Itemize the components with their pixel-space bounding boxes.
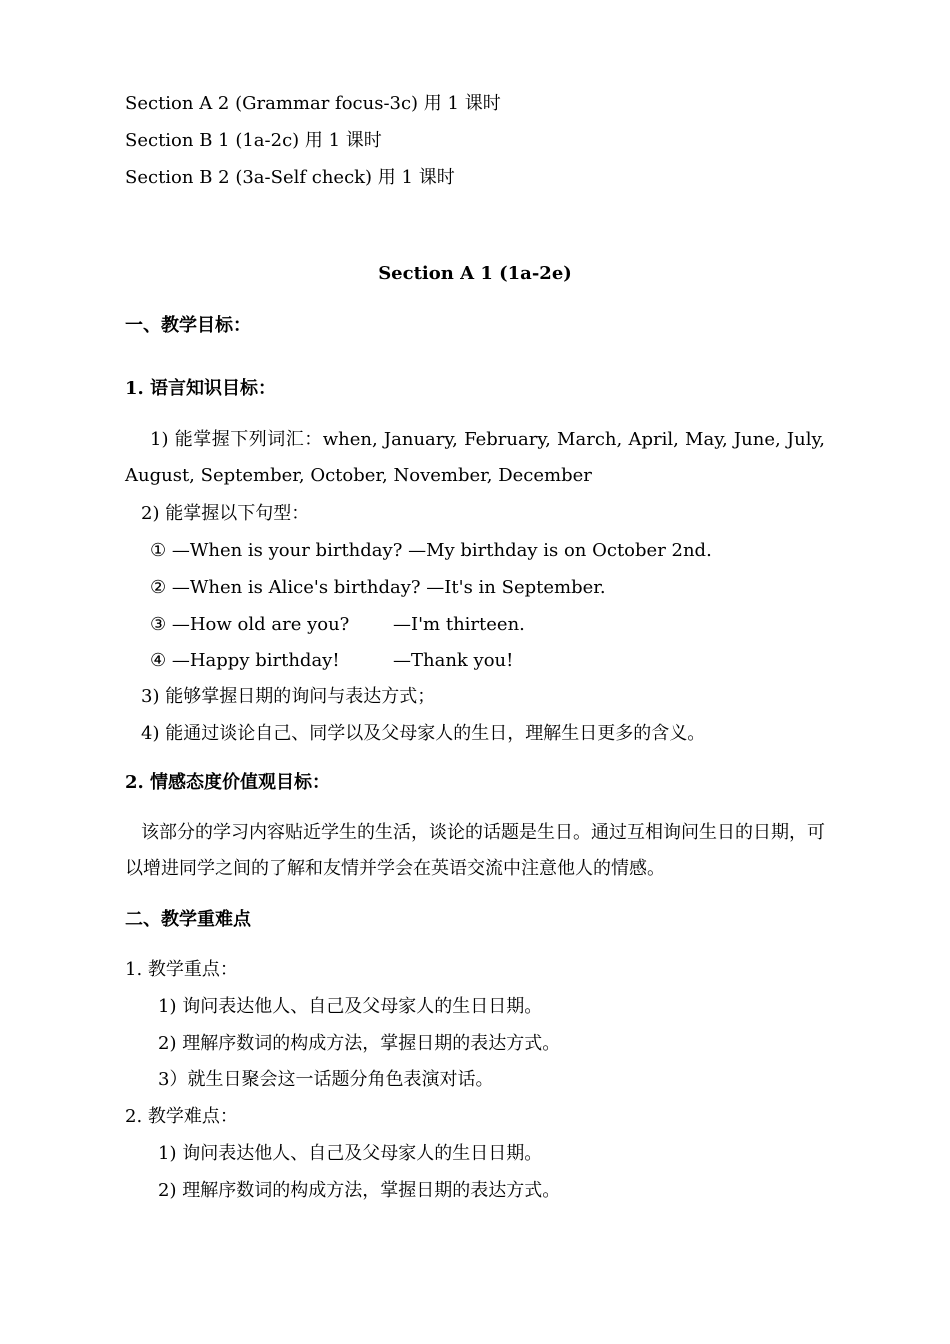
section-title: Section A 1 (1a-2e) bbox=[378, 263, 572, 284]
key-point-2: 2) 理解序数词的构成方法，掌握日期的表达方式。 bbox=[158, 1033, 561, 1054]
dialog-question-4: ④ —Happy birthday! bbox=[150, 650, 340, 671]
objective-item-4: 4) 能通过谈论自己、同学以及父母家人的生日，理解生日更多的含义。 bbox=[141, 723, 706, 744]
heading-key-difficult-points: 二、教学重难点 bbox=[125, 909, 251, 930]
schedule-line-2: Section B 1 (1a-2c) 用 1 课时 bbox=[125, 130, 382, 151]
key-point-1: 1) 询问表达他人、自己及父母家人的生日日期。 bbox=[158, 996, 543, 1017]
dialog-answer-4: —Thank you! bbox=[393, 650, 514, 671]
vocabulary-paragraph: 1) 能掌握下列词汇：when, January, February, March, April, May, June, July, August, September, October, November, December bbox=[125, 429, 825, 486]
objective-item-3: 3) 能够掌握日期的询问与表达方式； bbox=[141, 686, 436, 707]
sentence-pattern-1: ① —When is your birthday? —My birthday is on October 2nd. bbox=[150, 540, 712, 561]
subheading-language-knowledge: 1. 语言知识目标： bbox=[125, 378, 277, 399]
emotion-paragraph: 该部分的学习内容贴近学生的生活，谈论的话题是生日。通过互相询问生日的日期，可以增进同学之间的了解和友情并学会在英语交流中注意他人的情感。 bbox=[125, 822, 825, 879]
key-points-label: 1. 教学重点： bbox=[125, 959, 238, 980]
dialog-question-3: ③ —How old are you? bbox=[150, 614, 350, 635]
schedule-line-3: Section B 2 (3a-Self check) 用 1 课时 bbox=[125, 167, 455, 188]
sentence-pattern-2: ② —When is Alice's birthday? —It's in September. bbox=[150, 577, 606, 598]
sentence-patterns-intro: 2) 能掌握以下句型： bbox=[141, 503, 310, 524]
dialog-answer-3: —I'm thirteen. bbox=[393, 614, 525, 635]
difficult-point-2: 2) 理解序数词的构成方法，掌握日期的表达方式。 bbox=[158, 1180, 561, 1201]
heading-teaching-objectives: 一、教学目标： bbox=[125, 315, 251, 336]
difficult-point-1: 1) 询问表达他人、自己及父母家人的生日日期。 bbox=[158, 1143, 543, 1164]
key-point-3: 3）就生日聚会这一话题分角色表演对话。 bbox=[158, 1069, 494, 1090]
difficult-points-label: 2. 教学难点： bbox=[125, 1106, 238, 1127]
schedule-line-1: Section A 2 (Grammar focus-3c) 用 1 课时 bbox=[125, 93, 501, 114]
subheading-emotion-attitude: 2. 情感态度价值观目标： bbox=[125, 772, 331, 793]
